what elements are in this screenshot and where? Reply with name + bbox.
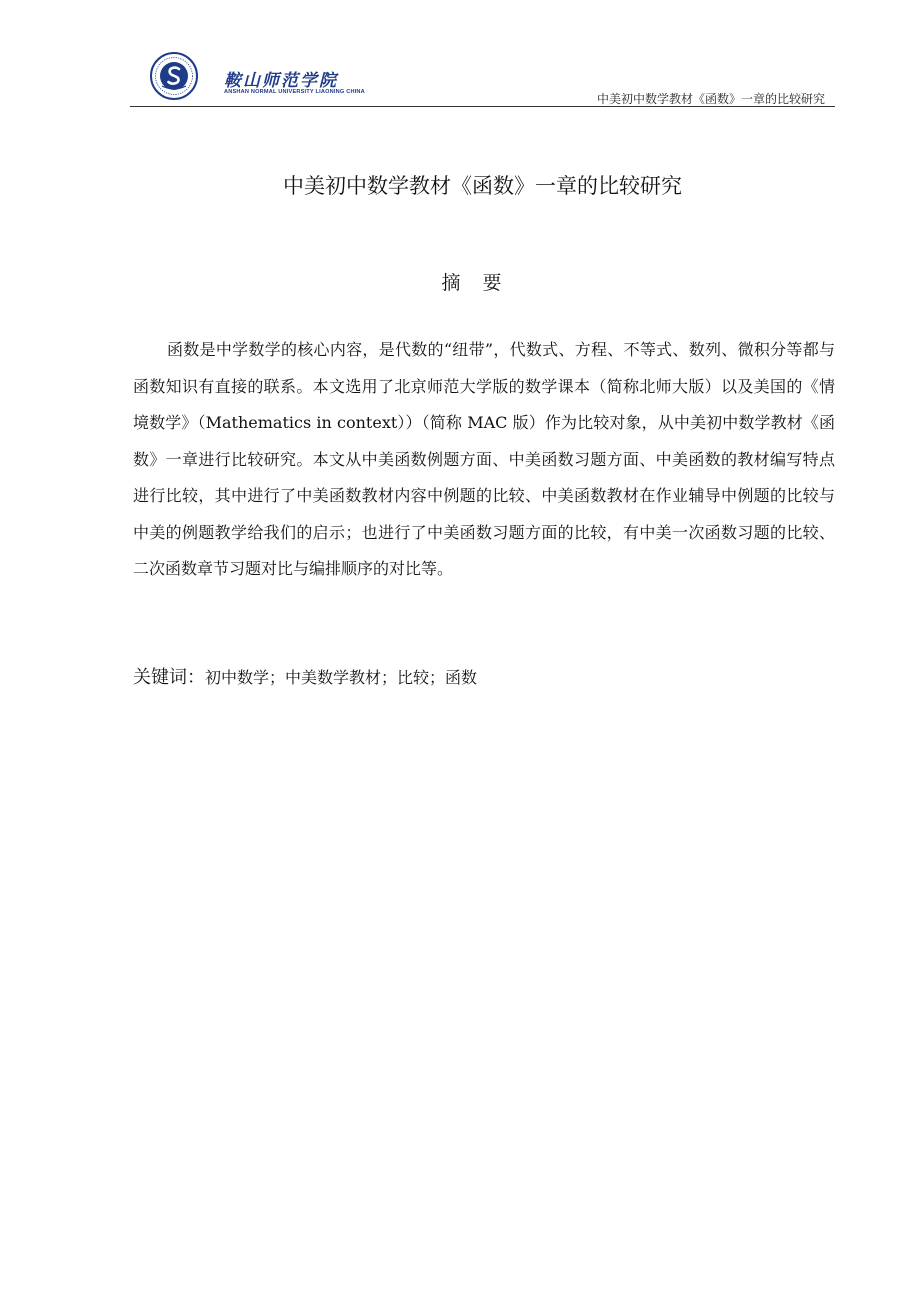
abstract-body: 函数是中学数学的核心内容，是代数的“纽带”，代数式、方程、不等式、数列、微积分等都与函数知识有直接的联系。本文选用了北京师范大学版的数学课本（简称北师大版）以及美国的《情境数学》（Mathematics in context））（简称 MAC 版）作为比较对象，从中美初中数学教材《函数》一章进行比较研究。本文从中美函数例题方面、中美函数习题方面、中美函数的教材编写特点进行比较，其中进行了中美函数教材内容中例题的比较、中美函数教材在作业辅导中例题的比较与中美的例题教学给我们的启示；也进行了中美函数习题方面的比较，有中美一次函数习题的比较、二次函数章节习题对比与编排顺序的对比等。 — [133, 340, 835, 578]
keywords-values: 初中数学；中美数学教材；比较；函数 — [205, 668, 478, 687]
university-logo-text — [222, 66, 365, 102]
running-title: 中美初中数学教材《函数》一章的比较研究 — [596, 92, 825, 106]
keywords-label: 关键词： — [133, 667, 205, 688]
university-seal-icon — [150, 52, 198, 100]
document-title: 中美初中数学教材《函数》一章的比较研究 — [283, 174, 682, 198]
header-divider — [130, 106, 835, 107]
page-header — [130, 48, 835, 108]
abstract-heading: 摘要 — [441, 272, 524, 294]
keywords-line — [133, 664, 835, 692]
logo-name-cn: 鞍山师范学院 — [224, 71, 338, 91]
logo-name-en: ANSHAN NORMAL UNIVERSITY LIAONING CHINA — [224, 89, 365, 95]
